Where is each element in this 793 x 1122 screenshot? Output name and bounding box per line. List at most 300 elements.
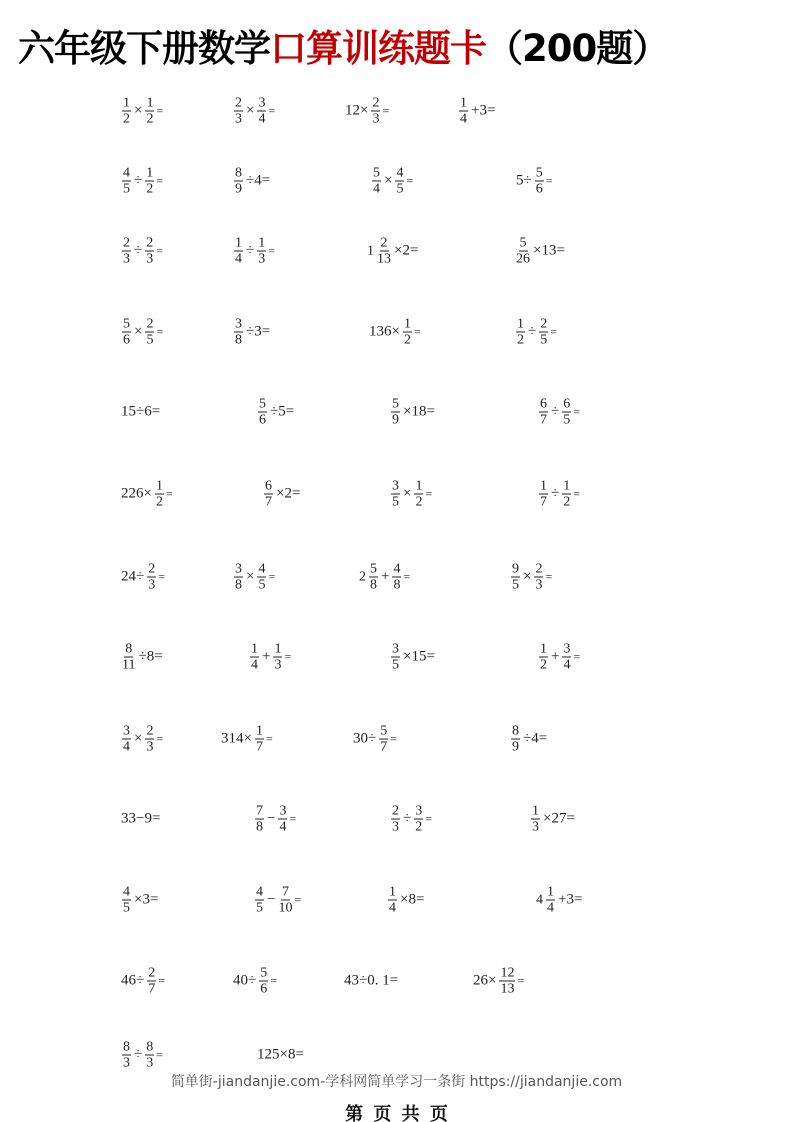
fraction bbox=[145, 1040, 154, 1071]
fraction bbox=[539, 642, 548, 673]
fraction bbox=[257, 96, 266, 127]
operator-text: 40÷ bbox=[233, 972, 257, 989]
operator-text: × bbox=[523, 568, 532, 585]
fraction bbox=[122, 166, 131, 197]
math-problem bbox=[253, 804, 296, 835]
equals-sign: = bbox=[156, 731, 164, 746]
numerator: 7 bbox=[281, 884, 289, 900]
fraction bbox=[147, 562, 156, 593]
operator-text: 15÷6= bbox=[121, 403, 161, 420]
denominator: 8 bbox=[393, 577, 401, 593]
numerator: 3 bbox=[563, 641, 571, 657]
denominator: 3 bbox=[274, 657, 282, 673]
numerator: 4 bbox=[396, 165, 404, 181]
math-problem bbox=[344, 96, 389, 127]
fraction bbox=[122, 642, 135, 673]
fraction bbox=[255, 885, 264, 916]
numerator: 1 bbox=[255, 723, 263, 739]
fraction bbox=[511, 724, 520, 755]
fraction bbox=[391, 642, 400, 673]
math-problem bbox=[537, 479, 580, 510]
fraction bbox=[278, 885, 292, 916]
denominator: 2 bbox=[563, 494, 571, 510]
denominator: 7 bbox=[540, 412, 547, 428]
numerator: 2 bbox=[146, 316, 154, 332]
equals-sign: = bbox=[165, 486, 173, 501]
numerator: 1 bbox=[389, 884, 396, 900]
operator-text: ÷4= bbox=[246, 172, 271, 189]
math-problem bbox=[359, 562, 410, 593]
equals-sign: = bbox=[156, 1047, 164, 1062]
numerator: 8 bbox=[235, 165, 242, 181]
numerator: 2 bbox=[146, 235, 154, 251]
denominator: 6 bbox=[535, 181, 543, 197]
numerator: 4 bbox=[256, 884, 263, 900]
fraction bbox=[257, 236, 266, 267]
equals-sign: = bbox=[573, 404, 581, 419]
numerator: 2 bbox=[123, 235, 130, 251]
operator-text: ×3= bbox=[134, 891, 159, 908]
numerator: 4 bbox=[258, 561, 266, 577]
denominator: 2 bbox=[146, 111, 154, 127]
numerator: 4 bbox=[393, 561, 401, 577]
numerator: 1 bbox=[146, 165, 154, 181]
denominator: 6 bbox=[260, 981, 268, 997]
denominator: 4 bbox=[123, 739, 130, 755]
numerator: 2 bbox=[148, 965, 156, 981]
math-problem bbox=[120, 1040, 163, 1071]
fraction bbox=[391, 479, 400, 510]
fraction bbox=[122, 96, 131, 127]
operator-text: × bbox=[246, 568, 255, 585]
fraction bbox=[562, 397, 571, 428]
equals-sign: = bbox=[289, 811, 297, 826]
fraction bbox=[377, 236, 391, 267]
math-problem bbox=[352, 724, 397, 755]
fraction bbox=[372, 166, 381, 197]
equals-sign: = bbox=[425, 486, 433, 501]
numerator: 5 bbox=[123, 316, 130, 332]
numerator: 1 bbox=[235, 235, 242, 251]
operator-text: 5÷ bbox=[516, 172, 532, 189]
numerator: 6 bbox=[540, 396, 547, 412]
math-problem bbox=[457, 96, 496, 127]
numerator: 3 bbox=[279, 803, 287, 819]
math-problem bbox=[537, 397, 580, 428]
fraction bbox=[403, 317, 412, 348]
fraction bbox=[234, 166, 243, 197]
denominator: 8 bbox=[370, 577, 377, 593]
equals-sign: = bbox=[268, 569, 276, 584]
numerator: 3 bbox=[392, 641, 399, 657]
title-grade: 六年级下册数学 bbox=[18, 27, 270, 70]
operator-text: − bbox=[267, 891, 276, 908]
denominator: 2 bbox=[403, 332, 411, 348]
math-problem bbox=[515, 166, 553, 197]
equals-sign: = bbox=[403, 569, 411, 584]
operator-text: ÷ bbox=[134, 172, 143, 189]
operator-text: × bbox=[246, 102, 255, 119]
math-problem bbox=[232, 966, 277, 997]
denominator: 3 bbox=[146, 1055, 154, 1071]
fraction bbox=[234, 96, 243, 127]
denominator: 2 bbox=[123, 111, 130, 127]
operator-text: + bbox=[551, 648, 560, 665]
fraction bbox=[250, 642, 259, 673]
numerator: 2 bbox=[235, 95, 242, 111]
math-problem bbox=[262, 479, 301, 510]
fraction bbox=[234, 562, 243, 593]
operator-text: ÷8= bbox=[138, 648, 163, 665]
numerator: 9 bbox=[512, 561, 519, 577]
numerator: 1 bbox=[532, 803, 539, 819]
operator-text: + bbox=[381, 568, 390, 585]
fraction bbox=[391, 804, 400, 835]
math-problem bbox=[232, 236, 275, 267]
equals-sign: = bbox=[156, 243, 164, 258]
equals-sign: = bbox=[550, 324, 558, 339]
fraction bbox=[535, 166, 544, 197]
numerator: 6 bbox=[563, 396, 571, 412]
numerator: 5 bbox=[259, 396, 266, 412]
math-problem bbox=[120, 966, 165, 997]
numerator: 5 bbox=[535, 165, 543, 181]
fraction bbox=[122, 724, 131, 755]
math-problem bbox=[514, 236, 566, 267]
equals-sign: = bbox=[573, 649, 581, 664]
math-problem bbox=[120, 236, 163, 267]
fraction bbox=[534, 562, 543, 593]
fraction bbox=[234, 317, 243, 348]
fraction bbox=[391, 397, 400, 428]
equals-sign: = bbox=[406, 173, 414, 188]
equals-sign: = bbox=[156, 324, 164, 339]
math-problem bbox=[120, 96, 163, 127]
math-problem bbox=[256, 397, 295, 428]
math-problem bbox=[343, 973, 399, 990]
fraction bbox=[388, 885, 397, 916]
numerator: 2 bbox=[540, 316, 548, 332]
equals-sign: = bbox=[158, 569, 166, 584]
fraction bbox=[122, 885, 131, 916]
math-problem bbox=[536, 885, 583, 916]
equals-sign: = bbox=[382, 103, 390, 118]
operator-text: × bbox=[134, 102, 143, 119]
math-problem bbox=[248, 642, 291, 673]
numerator: 3 bbox=[235, 561, 242, 577]
denominator: 7 bbox=[380, 739, 388, 755]
numerator: 1 bbox=[460, 95, 467, 111]
operator-text: 136× bbox=[369, 323, 400, 340]
operator-text: × bbox=[384, 172, 393, 189]
operator-text: + bbox=[262, 648, 271, 665]
fraction bbox=[145, 236, 154, 267]
math-problem bbox=[256, 1047, 305, 1064]
math-problem bbox=[509, 562, 552, 593]
numerator: 5 bbox=[392, 396, 399, 412]
fraction bbox=[273, 642, 282, 673]
denominator: 5 bbox=[258, 577, 266, 593]
denominator: 4 bbox=[373, 181, 380, 197]
numerator: 3 bbox=[392, 478, 399, 494]
fraction bbox=[539, 479, 548, 510]
denominator: 5 bbox=[123, 181, 130, 197]
denominator: 4 bbox=[547, 900, 554, 916]
numerator: 2 bbox=[380, 235, 388, 251]
numerator: 1 bbox=[517, 316, 524, 332]
numerator: 1 bbox=[123, 95, 130, 111]
denominator: 3 bbox=[123, 251, 130, 267]
fraction bbox=[414, 804, 423, 835]
operator-text: ÷ bbox=[551, 485, 560, 502]
operator-text: ÷ bbox=[246, 242, 255, 259]
operator-text: ÷ bbox=[551, 403, 560, 420]
operator-text: 46÷ bbox=[121, 972, 145, 989]
numerator: 8 bbox=[125, 641, 133, 657]
fraction bbox=[145, 96, 154, 127]
numerator: 6 bbox=[265, 478, 272, 494]
math-problem bbox=[120, 317, 163, 348]
operator-text: 26× bbox=[473, 972, 497, 989]
operator-text: ×2= bbox=[394, 242, 419, 259]
fraction bbox=[122, 236, 131, 267]
math-problem bbox=[120, 811, 161, 828]
fraction bbox=[516, 236, 530, 267]
numerator: 1 bbox=[403, 316, 411, 332]
numerator: 4 bbox=[123, 165, 130, 181]
math-problem bbox=[514, 317, 557, 348]
math-problem bbox=[389, 642, 436, 673]
operator-text: 33−9= bbox=[121, 810, 161, 827]
denominator: 5 bbox=[396, 181, 404, 197]
math-problem bbox=[389, 804, 432, 835]
equals-sign: = bbox=[413, 324, 421, 339]
denominator: 6 bbox=[123, 332, 130, 348]
equals-sign: = bbox=[156, 103, 164, 118]
math-problem bbox=[120, 562, 165, 593]
math-problem bbox=[220, 724, 273, 755]
denominator: 8 bbox=[256, 819, 263, 835]
denominator: 3 bbox=[146, 251, 154, 267]
denominator: 4 bbox=[258, 111, 266, 127]
fraction bbox=[562, 479, 571, 510]
math-problem bbox=[232, 166, 271, 197]
denominator: 5 bbox=[512, 577, 519, 593]
numerator: 8 bbox=[146, 1039, 154, 1055]
denominator: 2 bbox=[540, 657, 547, 673]
equals-sign: = bbox=[268, 243, 276, 258]
operator-text: ÷4= bbox=[523, 730, 548, 747]
math-problem bbox=[389, 397, 436, 428]
page-footer: 第 页 共 页 bbox=[345, 1104, 448, 1122]
equals-sign: = bbox=[156, 173, 164, 188]
fraction bbox=[278, 804, 287, 835]
math-problem bbox=[386, 885, 425, 916]
math-problem bbox=[120, 166, 163, 197]
denominator: 7 bbox=[148, 981, 156, 997]
numerator: 1 bbox=[563, 478, 571, 494]
fraction bbox=[369, 562, 378, 593]
equals-sign: = bbox=[294, 892, 302, 907]
denominator: 11 bbox=[122, 657, 136, 673]
equals-sign: = bbox=[545, 569, 553, 584]
denominator: 3 bbox=[146, 739, 154, 755]
fraction bbox=[511, 562, 520, 593]
numerator: 1 bbox=[258, 235, 266, 251]
denominator: 8 bbox=[235, 332, 242, 348]
math-problem bbox=[389, 479, 432, 510]
fraction bbox=[257, 562, 266, 593]
equals-sign: = bbox=[284, 649, 292, 664]
equals-sign: = bbox=[390, 731, 398, 746]
operator-text: ÷5= bbox=[270, 403, 295, 420]
fraction bbox=[258, 397, 267, 428]
fraction bbox=[371, 96, 380, 127]
math-problem bbox=[232, 562, 275, 593]
numerator: 2 bbox=[372, 95, 380, 111]
operator-text: ×8= bbox=[400, 891, 425, 908]
numerator: 2 bbox=[535, 561, 543, 577]
denominator: 5 bbox=[392, 494, 399, 510]
denominator: 7 bbox=[265, 494, 272, 510]
math-problem bbox=[509, 724, 548, 755]
denominator: 13 bbox=[377, 251, 391, 267]
operator-text: ×18= bbox=[403, 403, 435, 420]
denominator: 2 bbox=[517, 332, 524, 348]
denominator: 5 bbox=[540, 332, 548, 348]
math-problem bbox=[120, 724, 163, 755]
fraction bbox=[122, 1040, 131, 1071]
operator-text: ×13= bbox=[533, 242, 565, 259]
denominator: 4 bbox=[389, 900, 396, 916]
operator-text: ×2= bbox=[276, 485, 301, 502]
math-problem bbox=[253, 885, 301, 916]
denominator: 3 bbox=[372, 111, 380, 127]
denominator: 7 bbox=[255, 739, 263, 755]
numerator: 1 bbox=[274, 641, 282, 657]
denominator: 4 bbox=[563, 657, 571, 673]
denominator: 5 bbox=[256, 900, 263, 916]
fraction bbox=[531, 804, 540, 835]
mixed-whole: 2 bbox=[359, 569, 366, 584]
numerator: 3 bbox=[235, 316, 242, 332]
denominator: 26 bbox=[516, 251, 530, 267]
denominator: 4 bbox=[279, 819, 287, 835]
equals-sign: = bbox=[517, 973, 525, 988]
operator-text: ÷ bbox=[134, 1046, 143, 1063]
numerator: 1 bbox=[251, 641, 258, 657]
operator-text: × bbox=[134, 730, 143, 747]
numerator: 5 bbox=[373, 165, 380, 181]
math-problem bbox=[232, 317, 271, 348]
operator-text: 43÷0. 1= bbox=[344, 972, 399, 989]
denominator: 8 bbox=[235, 577, 242, 593]
fraction bbox=[539, 317, 548, 348]
fraction bbox=[499, 966, 515, 997]
numerator: 8 bbox=[123, 1039, 130, 1055]
operator-text: × bbox=[134, 323, 143, 340]
math-problem bbox=[537, 642, 580, 673]
numerator: 5 bbox=[519, 235, 527, 251]
operator-text: +3= bbox=[558, 891, 583, 908]
math-problem bbox=[367, 236, 419, 267]
equals-sign: = bbox=[545, 173, 553, 188]
numerator: 5 bbox=[380, 723, 388, 739]
numerator: 3 bbox=[415, 803, 423, 819]
math-problem bbox=[120, 885, 159, 916]
fraction bbox=[145, 724, 154, 755]
numerator: 8 bbox=[512, 723, 519, 739]
equals-sign: = bbox=[573, 486, 581, 501]
denominator: 13 bbox=[500, 981, 515, 997]
denominator: 5 bbox=[146, 332, 154, 348]
fraction bbox=[234, 236, 243, 267]
denominator: 9 bbox=[392, 412, 399, 428]
operator-text: − bbox=[267, 810, 276, 827]
operator-text: 12× bbox=[345, 102, 369, 119]
operator-text: 226× bbox=[121, 485, 152, 502]
fraction bbox=[459, 96, 468, 127]
numerator: 1 bbox=[415, 478, 423, 494]
numerator: 4 bbox=[123, 884, 130, 900]
fraction bbox=[539, 397, 548, 428]
operator-text: 125×8= bbox=[257, 1046, 304, 1063]
denominator: 9 bbox=[235, 181, 242, 197]
operator-text: +3= bbox=[471, 102, 496, 119]
denominator: 3 bbox=[235, 111, 242, 127]
numerator: 3 bbox=[258, 95, 266, 111]
equals-sign: = bbox=[425, 811, 433, 826]
numerator: 1 bbox=[540, 478, 547, 494]
denominator: 2 bbox=[415, 494, 423, 510]
denominator: 3 bbox=[148, 577, 156, 593]
denominator: 10 bbox=[278, 900, 293, 916]
numerator: 1 bbox=[155, 478, 163, 494]
equals-sign: = bbox=[265, 731, 273, 746]
title-count: （200题） bbox=[486, 27, 669, 70]
equals-sign: = bbox=[270, 973, 278, 988]
denominator: 3 bbox=[532, 819, 539, 835]
fraction bbox=[264, 479, 273, 510]
denominator: 5 bbox=[563, 412, 571, 428]
mixed-whole: 4 bbox=[536, 892, 543, 907]
numerator: 2 bbox=[148, 561, 156, 577]
denominator: 2 bbox=[146, 181, 154, 197]
fraction bbox=[255, 724, 264, 755]
numerator: 5 bbox=[260, 965, 268, 981]
math-problem bbox=[120, 479, 173, 510]
fraction bbox=[259, 966, 268, 997]
watermark: 简单街-jiandanjie.com-学科网简单学习一条街 https://jiandanjie.com bbox=[170, 1074, 623, 1090]
math-problem bbox=[120, 404, 161, 421]
denominator: 5 bbox=[123, 900, 130, 916]
page-title bbox=[18, 18, 668, 72]
math-problem bbox=[472, 966, 524, 997]
fraction bbox=[145, 317, 154, 348]
math-problem bbox=[120, 642, 164, 673]
operator-text: 314× bbox=[221, 730, 252, 747]
denominator: 4 bbox=[235, 251, 242, 267]
fraction bbox=[255, 804, 264, 835]
operator-text: ÷ bbox=[403, 810, 412, 827]
title-highlight: 口算训练题卡 bbox=[270, 27, 486, 70]
fraction bbox=[145, 166, 154, 197]
denominator: 3 bbox=[392, 819, 399, 835]
math-problem bbox=[368, 317, 421, 348]
denominator: 2 bbox=[155, 494, 163, 510]
fraction bbox=[379, 724, 388, 755]
operator-text: 30÷ bbox=[353, 730, 377, 747]
